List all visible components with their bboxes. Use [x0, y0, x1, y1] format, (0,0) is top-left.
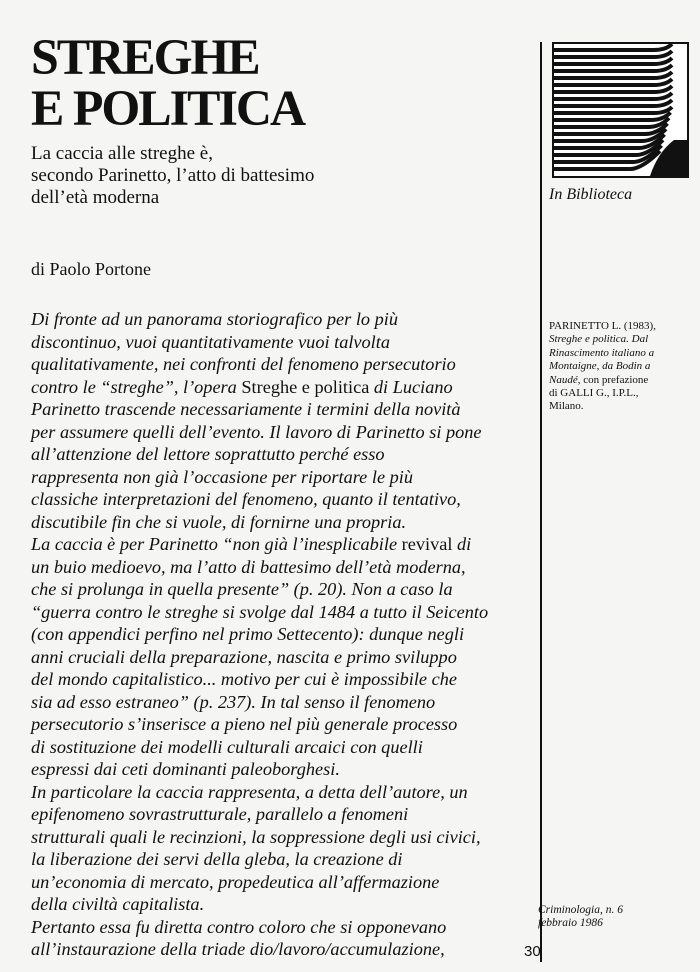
article-subtitle — [31, 143, 371, 209]
striped-wave-graphic — [554, 44, 687, 176]
text-run: classiche interpretazioni del fenomeno, quanto il tentativo, — [31, 489, 461, 509]
article-title — [31, 27, 305, 137]
body-line — [31, 376, 531, 399]
author-byline: di Paolo Portone — [31, 259, 151, 279]
body-line — [31, 533, 531, 556]
source-line: febbraio 1986 — [538, 917, 603, 929]
body-line — [31, 556, 531, 579]
column-divider — [540, 42, 542, 962]
text-run: revival — [401, 534, 453, 554]
bibliography-note — [549, 320, 699, 414]
body-line — [31, 826, 531, 849]
text-run: di sostituzione dei modelli culturali arcaici con quelli — [31, 736, 423, 757]
text-run: persecutorio s’inserisce a pieno nel più generale processo — [31, 714, 458, 734]
bibliography-line — [549, 387, 699, 400]
body-line — [31, 466, 531, 489]
body-line — [31, 736, 531, 759]
body-line — [31, 623, 531, 646]
text-run: all’instaurazione della triade dio/lavoro/accumulazione, — [31, 939, 445, 959]
body-line — [31, 308, 531, 331]
text-run: un buio medioevo, ma l’atto di battesimo dell’età moderna, — [31, 556, 466, 577]
text-run: , con prefazione — [577, 373, 649, 386]
body-line — [31, 353, 531, 376]
text-run: anni cruciali della preparazione, nascita e primo sviluppo — [31, 646, 457, 667]
bibliography-line — [549, 360, 699, 373]
subtitle-line: La caccia alle streghe è, — [31, 143, 213, 164]
text-run: che si prolunga in quella presente” (p. 20). Non a caso la — [31, 579, 453, 599]
subtitle-line: secondo Parinetto, l’atto di battesimo — [31, 165, 315, 186]
text-run: del mondo capitalistico... motivo per cui è impossibile che — [31, 669, 457, 689]
text-run: di GALLI G., I.P.L., — [549, 387, 639, 400]
bibliography-line — [549, 333, 699, 346]
bibliography-line — [549, 320, 699, 333]
body-line — [31, 938, 531, 961]
text-run: “guerra contro le streghe si svolge dal 1484 a tutto il Seicento — [31, 601, 489, 622]
body-line — [31, 511, 531, 534]
text-run: la liberazione dei servi della gleba, la creazione di — [31, 849, 403, 869]
text-run: Naudé — [549, 373, 578, 386]
text-run: sia ad esso estraneo” (p. 237). In tal senso il fenomeno — [31, 691, 436, 712]
body-line — [31, 758, 531, 781]
body-line — [31, 646, 531, 669]
body-line — [31, 713, 531, 736]
text-run: discutibile fin che si vuole, di fornirne una propria. — [31, 511, 407, 532]
text-run: all’attenzione del lettore soprattutto perché esso — [31, 444, 385, 464]
text-run: di — [452, 534, 472, 554]
subtitle-line: dell’età moderna — [31, 187, 160, 208]
body-line — [31, 488, 531, 511]
text-run: La caccia è per Parinetto “non già l’inesplicabile — [31, 534, 402, 554]
section-label: In Biblioteca — [549, 186, 633, 203]
title-line-2: E POLITICA — [31, 78, 305, 137]
text-run: Streghe e politica. Dal — [549, 333, 649, 346]
text-run: contro le “streghe”, l’opera — [31, 376, 242, 397]
article-body — [31, 308, 531, 961]
text-run: Pertanto essa fu diretta contro coloro che si opponevano — [31, 916, 447, 937]
biblioteca-logo — [552, 42, 689, 178]
text-run: un’economia di mercato, propedeutica all’affermazione — [31, 871, 440, 892]
text-run: strutturali quali le recinzioni, la soppressione degli usi civici, — [31, 826, 481, 847]
bibliography-line — [549, 347, 699, 360]
text-run: Streghe e politica — [241, 376, 370, 397]
text-run: (con appendici perfino nel primo Settecento): dunque negli — [31, 624, 465, 644]
body-line — [31, 803, 531, 826]
source-line: Criminologia, n. 6 — [538, 904, 623, 916]
body-line — [31, 916, 531, 939]
body-line — [31, 893, 531, 916]
body-line — [31, 331, 531, 354]
page-number: 30 — [524, 943, 541, 960]
text-run: della civiltà capitalista. — [31, 894, 205, 914]
text-run: di Luciano — [369, 376, 453, 397]
text-run: Parinetto trascende necessariamente i termini della novità — [31, 399, 461, 419]
text-run: qualitativamente, nei confronti del fenomeno persecutorio — [31, 354, 456, 374]
text-run: Milano. — [549, 400, 584, 413]
body-line — [31, 578, 531, 601]
body-line — [31, 601, 531, 624]
text-run: Montaigne, da Bodin a — [549, 360, 651, 373]
body-line — [31, 443, 531, 466]
body-line — [31, 398, 531, 421]
text-run: Rinascimento italiano a — [549, 346, 655, 359]
body-line — [31, 691, 531, 714]
text-run: epifenomeno sovrastrutturale, parallelo a fenomeni — [31, 804, 409, 824]
text-run: rappresenta non già l’occasione per riportare le più — [31, 466, 413, 487]
bibliography-line — [549, 374, 699, 387]
text-run: discontinuo, vuoi quantitativamente vuoi talvolta — [31, 331, 390, 352]
bibliography-line — [549, 400, 699, 413]
source-note — [538, 904, 623, 930]
text-run: espressi dai ceti dominanti paleoborghesi. — [31, 759, 340, 779]
body-line — [31, 871, 531, 894]
text-run: per assumere quelli dell’evento. Il lavoro di Parinetto si pone — [31, 421, 482, 442]
body-line — [31, 668, 531, 691]
text-run: Di fronte ad un panorama storiografico per lo più — [31, 309, 398, 329]
body-line — [31, 421, 531, 444]
text-run: PARINETTO L. (1983), — [549, 320, 656, 332]
body-line — [31, 781, 531, 804]
text-run: In particolare la caccia rappresenta, a detta dell’autore, un — [31, 781, 468, 802]
body-line — [31, 848, 531, 871]
title-line-1: STREGHE — [31, 27, 259, 86]
